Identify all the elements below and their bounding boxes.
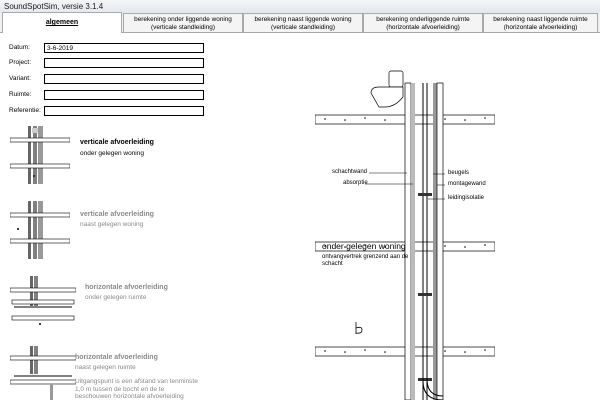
tab-label-line1: berekening naast liggende ruimte: [493, 16, 588, 23]
ruimte-field[interactable]: [44, 90, 204, 100]
horizontal-drain-thumbnail-icon: [10, 276, 76, 332]
option-subtitle: naast gelegen woning: [80, 221, 144, 228]
label-leidingisolatie: leidingisolatie: [448, 195, 485, 201]
option-title: verticale afvoerleiding: [80, 211, 154, 218]
option-title: horizontale afvoerleiding: [75, 354, 158, 361]
window-title: SoundSpotSim, versie 3.1.4: [4, 2, 104, 11]
option-subtitle: naast gelegen ruimte: [75, 364, 136, 371]
tab-label-line2: (verticale standleiding): [271, 23, 335, 31]
diagram-heading: onder gelegen woning: [322, 241, 406, 251]
tab-content-algemeen: [0, 33, 600, 400]
note-text: Uitgangspunt is een afstand van tenminste 1,0 m tussen de bocht en de te beschouwen horizontale afvoerleiding: [75, 378, 198, 400]
project-field[interactable]: [44, 58, 204, 68]
tab-label-line1: berekening onder liggende woning: [134, 16, 232, 23]
option-horizontale-onder[interactable]: [10, 276, 190, 336]
option-subtitle: onder gelegen ruimte: [85, 294, 147, 301]
project-label: Project:: [9, 59, 32, 66]
tab-label-line2: (verticale standleiding): [151, 23, 215, 31]
referentie-label: Referentie:: [9, 107, 41, 114]
shaft-section-diagram: [315, 63, 495, 400]
referentie-field[interactable]: [44, 106, 204, 116]
tab-label-line2: (horizontale afvoerleiding): [503, 23, 578, 31]
tab-naast-liggende-woning[interactable]: [243, 13, 363, 32]
tab-naast-liggende-ruimte[interactable]: [483, 13, 598, 32]
tab-onder-liggende-woning[interactable]: [123, 13, 243, 32]
tab-label-line1: berekening naast liggende woning: [254, 16, 352, 23]
label-schachtwand: schachtwand: [332, 169, 368, 175]
tab-algemeen[interactable]: [2, 12, 122, 33]
tab-label-line1: berekening onderliggende ruimte: [376, 16, 470, 23]
option-title: verticale afvoerleiding: [80, 139, 154, 146]
option-verticale-onder[interactable]: [10, 126, 190, 186]
horizontal-drain-side-thumbnail-icon: [10, 346, 76, 400]
label-beugels: beugels: [448, 170, 470, 176]
diagram-subheading: ontvangvertrek grenzend aan de schacht: [322, 254, 409, 267]
datum-field[interactable]: [44, 43, 204, 53]
option-subtitle: onder gelegen woning: [80, 150, 144, 157]
tab-label-line2: (horizontale afvoerleiding): [386, 23, 460, 31]
label-montagewand: montagewand: [448, 181, 486, 187]
label-absorptie: absorptie: [343, 180, 368, 186]
vertical-drain-thumbnail-icon: [10, 126, 70, 184]
tab-bar: [0, 13, 600, 33]
text-cursor-icon: [354, 321, 364, 335]
tab-onderliggende-ruimte[interactable]: [363, 13, 483, 32]
option-verticale-naast[interactable]: [10, 201, 190, 261]
variant-label: Variant:: [9, 75, 31, 82]
variant-field[interactable]: [44, 74, 204, 84]
datum-label: Datum:: [9, 44, 30, 51]
tab-algemeen-label: algemeen: [45, 19, 79, 26]
ruimte-label: Ruimte:: [9, 91, 32, 98]
vertical-drain-side-thumbnail-icon: [10, 201, 70, 259]
option-title: horizontale afvoerleiding: [85, 284, 168, 291]
